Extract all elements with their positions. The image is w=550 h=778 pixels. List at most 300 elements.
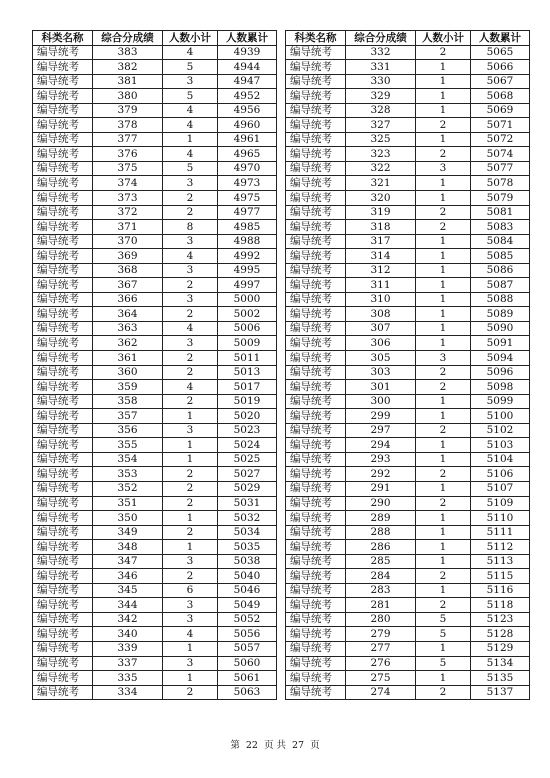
score-cell: 329 xyxy=(346,89,416,104)
score-cell: 371 xyxy=(93,220,163,235)
count-cell: 1 xyxy=(163,438,218,453)
cumulative-cell: 5065 xyxy=(471,45,530,60)
score-cell: 312 xyxy=(346,263,416,278)
subject-cell: 编导统考 xyxy=(286,365,346,380)
table-row xyxy=(286,161,530,176)
table-row xyxy=(33,481,277,496)
subject-cell: 编导统考 xyxy=(286,234,346,249)
score-cell: 364 xyxy=(93,307,163,322)
subject-cell: 编导统考 xyxy=(33,74,93,89)
subject-cell: 编导统考 xyxy=(286,438,346,453)
score-cell: 352 xyxy=(93,481,163,496)
table-row xyxy=(33,278,277,293)
table-row xyxy=(286,234,530,249)
table-row xyxy=(33,365,277,380)
subject-cell: 编导统考 xyxy=(33,627,93,642)
score-cell: 366 xyxy=(93,292,163,307)
score-cell: 322 xyxy=(346,161,416,176)
table-row xyxy=(33,496,277,511)
table-row xyxy=(33,74,277,89)
cumulative-cell: 5110 xyxy=(471,511,530,526)
cumulative-cell: 5106 xyxy=(471,467,530,482)
subject-cell: 编导统考 xyxy=(33,467,93,482)
footer-prefix: 第 xyxy=(230,740,240,751)
subject-cell: 编导统考 xyxy=(33,438,93,453)
table-row xyxy=(286,656,530,671)
count-cell: 3 xyxy=(416,351,471,366)
table-row xyxy=(33,234,277,249)
subject-cell: 编导统考 xyxy=(33,612,93,627)
table-row xyxy=(286,351,530,366)
cumulative-cell: 5077 xyxy=(471,161,530,176)
table-row xyxy=(286,336,530,351)
table-row xyxy=(33,147,277,162)
table-row xyxy=(33,220,277,235)
score-cell: 279 xyxy=(346,627,416,642)
count-cell: 1 xyxy=(416,191,471,206)
score-cell: 368 xyxy=(93,263,163,278)
count-cell: 1 xyxy=(163,671,218,686)
score-cell: 348 xyxy=(93,540,163,555)
count-cell: 1 xyxy=(416,394,471,409)
score-cell: 374 xyxy=(93,176,163,191)
subject-cell: 编导统考 xyxy=(286,554,346,569)
count-cell: 3 xyxy=(163,234,218,249)
cumulative-cell: 5056 xyxy=(218,627,277,642)
table-row xyxy=(33,409,277,424)
table-row xyxy=(33,351,277,366)
score-cell: 359 xyxy=(93,380,163,395)
cumulative-cell: 5029 xyxy=(218,481,277,496)
table-row xyxy=(286,263,530,278)
subject-cell: 编导统考 xyxy=(33,220,93,235)
score-cell: 379 xyxy=(93,103,163,118)
table-row xyxy=(286,307,530,322)
count-cell: 2 xyxy=(416,598,471,613)
count-cell: 2 xyxy=(163,685,218,700)
subject-cell: 编导统考 xyxy=(286,467,346,482)
subject-cell: 编导统考 xyxy=(286,627,346,642)
score-cell: 286 xyxy=(346,540,416,555)
table-row xyxy=(33,598,277,613)
cumulative-cell: 5128 xyxy=(471,627,530,642)
table-row xyxy=(286,220,530,235)
cumulative-cell: 5103 xyxy=(471,438,530,453)
subject-cell: 编导统考 xyxy=(33,583,93,598)
score-cell: 305 xyxy=(346,351,416,366)
table-row xyxy=(286,60,530,75)
subject-cell: 编导统考 xyxy=(286,336,346,351)
table-row xyxy=(286,438,530,453)
subject-cell: 编导统考 xyxy=(286,132,346,147)
count-cell: 1 xyxy=(416,89,471,104)
subject-cell: 编导统考 xyxy=(33,321,93,336)
table-row xyxy=(33,118,277,133)
table-row xyxy=(33,540,277,555)
table-row xyxy=(286,452,530,467)
score-cell: 307 xyxy=(346,321,416,336)
table-row xyxy=(33,685,277,700)
count-cell: 3 xyxy=(163,176,218,191)
cumulative-cell: 4997 xyxy=(218,278,277,293)
header-count: 人数小计 xyxy=(416,31,471,46)
subject-cell: 编导统考 xyxy=(286,89,346,104)
cumulative-cell: 4975 xyxy=(218,191,277,206)
subject-cell: 编导统考 xyxy=(33,554,93,569)
table-row xyxy=(33,263,277,278)
count-cell: 1 xyxy=(416,321,471,336)
count-cell: 1 xyxy=(163,132,218,147)
subject-cell: 编导统考 xyxy=(286,671,346,686)
table-row xyxy=(33,380,277,395)
score-cell: 318 xyxy=(346,220,416,235)
count-cell: 1 xyxy=(163,641,218,656)
table-row xyxy=(286,496,530,511)
score-cell: 290 xyxy=(346,496,416,511)
score-cell: 355 xyxy=(93,438,163,453)
table-row xyxy=(33,423,277,438)
cumulative-cell: 5023 xyxy=(218,423,277,438)
table-row xyxy=(33,569,277,584)
subject-cell: 编导统考 xyxy=(286,569,346,584)
score-cell: 360 xyxy=(93,365,163,380)
cumulative-cell: 5104 xyxy=(471,452,530,467)
count-cell: 2 xyxy=(163,569,218,584)
count-cell: 2 xyxy=(163,191,218,206)
count-cell: 1 xyxy=(416,249,471,264)
table-row xyxy=(33,191,277,206)
cumulative-cell: 5107 xyxy=(471,481,530,496)
score-cell: 380 xyxy=(93,89,163,104)
count-cell: 2 xyxy=(163,525,218,540)
count-cell: 1 xyxy=(416,336,471,351)
table-row xyxy=(286,118,530,133)
cumulative-cell: 5118 xyxy=(471,598,530,613)
header-cumulative: 人数累计 xyxy=(471,31,530,46)
count-cell: 3 xyxy=(163,74,218,89)
subject-cell: 编导统考 xyxy=(286,380,346,395)
score-cell: 330 xyxy=(346,74,416,89)
table-row xyxy=(33,525,277,540)
table-row xyxy=(33,205,277,220)
count-cell: 3 xyxy=(163,423,218,438)
count-cell: 2 xyxy=(163,205,218,220)
subject-cell: 编导统考 xyxy=(286,656,346,671)
count-cell: 1 xyxy=(416,583,471,598)
cumulative-cell: 5060 xyxy=(218,656,277,671)
score-cell: 339 xyxy=(93,641,163,656)
count-cell: 1 xyxy=(416,554,471,569)
subject-cell: 编导统考 xyxy=(33,525,93,540)
table-row xyxy=(286,380,530,395)
score-cell: 381 xyxy=(93,74,163,89)
score-cell: 291 xyxy=(346,481,416,496)
count-cell: 2 xyxy=(416,569,471,584)
subject-cell: 编导统考 xyxy=(286,249,346,264)
count-cell: 4 xyxy=(163,45,218,60)
count-cell: 2 xyxy=(416,365,471,380)
table-row xyxy=(33,612,277,627)
table-row xyxy=(33,89,277,104)
cumulative-cell: 4960 xyxy=(218,118,277,133)
header-subject: 科类名称 xyxy=(33,31,93,46)
count-cell: 1 xyxy=(416,132,471,147)
score-cell: 357 xyxy=(93,409,163,424)
cumulative-cell: 4995 xyxy=(218,263,277,278)
score-cell: 362 xyxy=(93,336,163,351)
count-cell: 1 xyxy=(416,540,471,555)
count-cell: 5 xyxy=(416,627,471,642)
table-row xyxy=(33,583,277,598)
score-cell: 325 xyxy=(346,132,416,147)
cumulative-cell: 5035 xyxy=(218,540,277,555)
cumulative-cell: 5017 xyxy=(218,380,277,395)
cumulative-cell: 5024 xyxy=(218,438,277,453)
score-cell: 372 xyxy=(93,205,163,220)
count-cell: 1 xyxy=(416,671,471,686)
cumulative-cell: 5109 xyxy=(471,496,530,511)
count-cell: 1 xyxy=(416,438,471,453)
count-cell: 2 xyxy=(163,351,218,366)
subject-cell: 编导统考 xyxy=(286,423,346,438)
score-cell: 377 xyxy=(93,132,163,147)
cumulative-cell: 5068 xyxy=(471,89,530,104)
cumulative-cell: 5134 xyxy=(471,656,530,671)
cumulative-cell: 4947 xyxy=(218,74,277,89)
subject-cell: 编导统考 xyxy=(286,525,346,540)
score-cell: 342 xyxy=(93,612,163,627)
subject-cell: 编导统考 xyxy=(33,540,93,555)
count-cell: 2 xyxy=(416,380,471,395)
table-row xyxy=(33,627,277,642)
count-cell: 2 xyxy=(416,685,471,700)
subject-cell: 编导统考 xyxy=(286,118,346,133)
table-row xyxy=(286,103,530,118)
table-row xyxy=(286,321,530,336)
cumulative-cell: 4952 xyxy=(218,89,277,104)
score-cell: 344 xyxy=(93,598,163,613)
table-row xyxy=(286,423,530,438)
cumulative-cell: 5090 xyxy=(471,321,530,336)
score-cell: 328 xyxy=(346,103,416,118)
score-cell: 346 xyxy=(93,569,163,584)
table-row xyxy=(33,656,277,671)
table-row xyxy=(286,540,530,555)
cumulative-cell: 5083 xyxy=(471,220,530,235)
cumulative-cell: 5079 xyxy=(471,191,530,206)
table-row xyxy=(33,132,277,147)
cumulative-cell: 5135 xyxy=(471,671,530,686)
score-cell: 284 xyxy=(346,569,416,584)
subject-cell: 编导统考 xyxy=(33,380,93,395)
count-cell: 2 xyxy=(416,423,471,438)
cumulative-cell: 5088 xyxy=(471,292,530,307)
count-cell: 1 xyxy=(416,74,471,89)
count-cell: 1 xyxy=(416,292,471,307)
score-cell: 383 xyxy=(93,45,163,60)
count-cell: 2 xyxy=(163,307,218,322)
count-cell: 4 xyxy=(163,249,218,264)
count-cell: 6 xyxy=(163,583,218,598)
score-cell: 319 xyxy=(346,205,416,220)
score-cell: 289 xyxy=(346,511,416,526)
subject-cell: 编导统考 xyxy=(33,409,93,424)
footer-middle: 页 共 xyxy=(263,740,287,751)
table-row xyxy=(33,292,277,307)
score-cell: 331 xyxy=(346,60,416,75)
count-cell: 1 xyxy=(163,540,218,555)
cumulative-cell: 5115 xyxy=(471,569,530,584)
table-row xyxy=(286,671,530,686)
cumulative-cell: 5052 xyxy=(218,612,277,627)
count-cell: 1 xyxy=(416,60,471,75)
count-cell: 3 xyxy=(163,554,218,569)
table-row xyxy=(33,394,277,409)
count-cell: 2 xyxy=(416,205,471,220)
cumulative-cell: 5100 xyxy=(471,409,530,424)
score-cell: 337 xyxy=(93,656,163,671)
score-cell: 340 xyxy=(93,627,163,642)
table-row xyxy=(286,598,530,613)
cumulative-cell: 5074 xyxy=(471,147,530,162)
cumulative-cell: 5072 xyxy=(471,132,530,147)
table-row xyxy=(286,132,530,147)
count-cell: 1 xyxy=(416,511,471,526)
cumulative-cell: 5086 xyxy=(471,263,530,278)
count-cell: 4 xyxy=(163,627,218,642)
cumulative-cell: 5099 xyxy=(471,394,530,409)
score-cell: 293 xyxy=(346,452,416,467)
count-cell: 4 xyxy=(163,103,218,118)
subject-cell: 编导统考 xyxy=(33,569,93,584)
cumulative-cell: 5102 xyxy=(471,423,530,438)
score-cell: 294 xyxy=(346,438,416,453)
cumulative-cell: 5031 xyxy=(218,496,277,511)
subject-cell: 编导统考 xyxy=(33,132,93,147)
table-row xyxy=(286,467,530,482)
table-row xyxy=(33,671,277,686)
header-score: 综合分成绩 xyxy=(346,31,416,46)
count-cell: 3 xyxy=(163,263,218,278)
subject-cell: 编导统考 xyxy=(286,452,346,467)
cumulative-cell: 5025 xyxy=(218,452,277,467)
score-cell: 376 xyxy=(93,147,163,162)
subject-cell: 编导统考 xyxy=(33,161,93,176)
score-cell: 285 xyxy=(346,554,416,569)
score-cell: 334 xyxy=(93,685,163,700)
score-cell: 297 xyxy=(346,423,416,438)
table-row xyxy=(286,45,530,60)
cumulative-cell: 5020 xyxy=(218,409,277,424)
table-row xyxy=(33,249,277,264)
subject-cell: 编导统考 xyxy=(286,147,346,162)
cumulative-cell: 5096 xyxy=(471,365,530,380)
cumulative-cell: 5009 xyxy=(218,336,277,351)
count-cell: 2 xyxy=(416,220,471,235)
count-cell: 5 xyxy=(163,89,218,104)
count-cell: 2 xyxy=(163,467,218,482)
count-cell: 5 xyxy=(163,161,218,176)
subject-cell: 编导统考 xyxy=(33,671,93,686)
count-cell: 1 xyxy=(416,481,471,496)
score-cell: 373 xyxy=(93,191,163,206)
score-cell: 321 xyxy=(346,176,416,191)
cumulative-cell: 4965 xyxy=(218,147,277,162)
subject-cell: 编导统考 xyxy=(286,263,346,278)
subject-cell: 编导统考 xyxy=(33,351,93,366)
table-row xyxy=(286,176,530,191)
score-cell: 349 xyxy=(93,525,163,540)
score-cell: 320 xyxy=(346,191,416,206)
table-row xyxy=(286,641,530,656)
table-row xyxy=(286,409,530,424)
score-cell: 306 xyxy=(346,336,416,351)
table-row xyxy=(286,569,530,584)
score-cell: 367 xyxy=(93,278,163,293)
cumulative-cell: 4973 xyxy=(218,176,277,191)
cumulative-cell: 4988 xyxy=(218,234,277,249)
table-row xyxy=(33,438,277,453)
table-row xyxy=(286,583,530,598)
cumulative-cell: 5098 xyxy=(471,380,530,395)
count-cell: 2 xyxy=(163,496,218,511)
cumulative-cell: 5081 xyxy=(471,205,530,220)
table-row xyxy=(33,554,277,569)
score-cell: 327 xyxy=(346,118,416,133)
count-cell: 1 xyxy=(416,234,471,249)
subject-cell: 编导统考 xyxy=(286,220,346,235)
table-row xyxy=(286,365,530,380)
score-cell: 358 xyxy=(93,394,163,409)
table-row xyxy=(286,685,530,700)
score-cell: 332 xyxy=(346,45,416,60)
count-cell: 1 xyxy=(416,641,471,656)
score-cell: 303 xyxy=(346,365,416,380)
cumulative-cell: 5094 xyxy=(471,351,530,366)
table-row xyxy=(286,612,530,627)
score-cell: 276 xyxy=(346,656,416,671)
score-cell: 361 xyxy=(93,351,163,366)
cumulative-cell: 5137 xyxy=(471,685,530,700)
subject-cell: 编导统考 xyxy=(286,278,346,293)
subject-cell: 编导统考 xyxy=(286,540,346,555)
score-cell: 351 xyxy=(93,496,163,511)
score-cell: 353 xyxy=(93,467,163,482)
count-cell: 3 xyxy=(163,598,218,613)
count-cell: 2 xyxy=(416,496,471,511)
cumulative-cell: 5129 xyxy=(471,641,530,656)
count-cell: 1 xyxy=(163,511,218,526)
subject-cell: 编导统考 xyxy=(33,598,93,613)
subject-cell: 编导统考 xyxy=(286,161,346,176)
subject-cell: 编导统考 xyxy=(286,685,346,700)
subject-cell: 编导统考 xyxy=(33,307,93,322)
score-table-left xyxy=(32,30,277,700)
score-cell: 311 xyxy=(346,278,416,293)
cumulative-cell: 4961 xyxy=(218,132,277,147)
cumulative-cell: 5067 xyxy=(471,74,530,89)
table-header-row xyxy=(33,31,277,46)
cumulative-cell: 4992 xyxy=(218,249,277,264)
count-cell: 4 xyxy=(163,118,218,133)
footer-page-number: 22 xyxy=(245,740,258,751)
footer-total-pages: 27 xyxy=(292,740,305,751)
subject-cell: 编导统考 xyxy=(33,89,93,104)
cumulative-cell: 4956 xyxy=(218,103,277,118)
table-row xyxy=(286,74,530,89)
subject-cell: 编导统考 xyxy=(33,205,93,220)
score-cell: 310 xyxy=(346,292,416,307)
